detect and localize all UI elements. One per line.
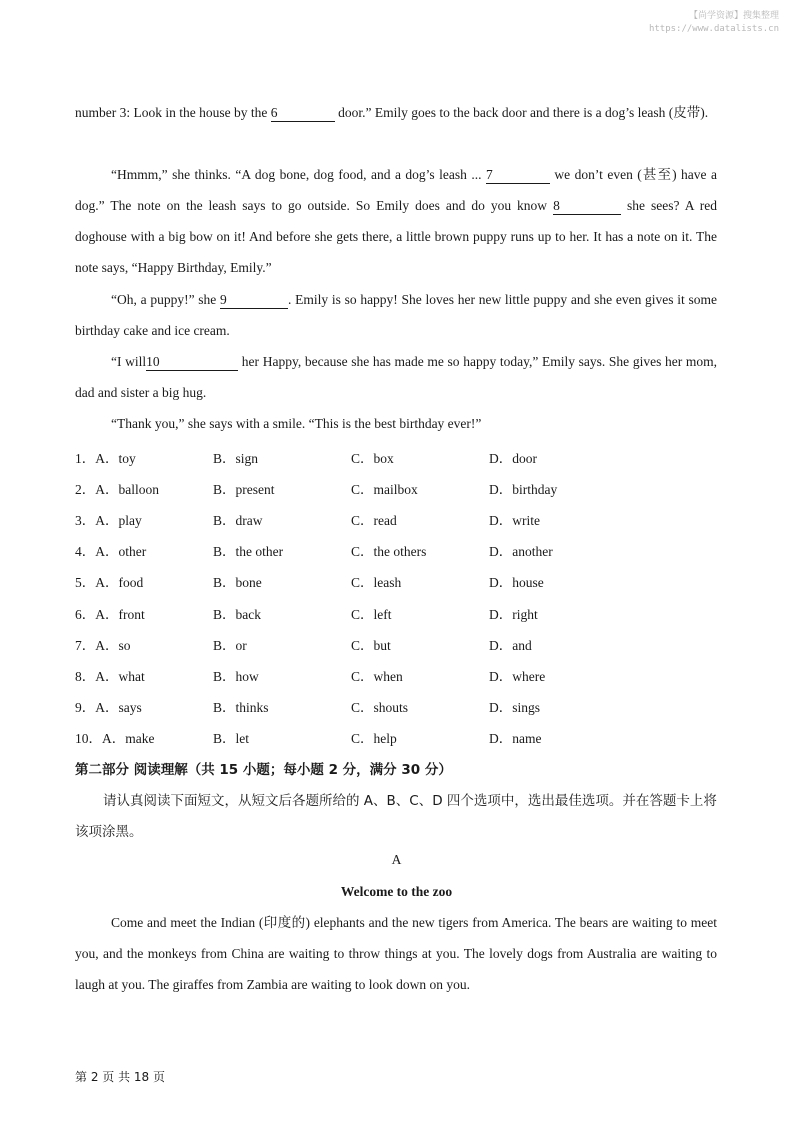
option-row [75,564,717,595]
option-d: D．right [489,606,538,622]
blank-7: 7 [486,167,550,184]
option-d: D．sings [489,699,541,715]
option-a: 7．A．so [75,637,131,653]
option-c: C．but [351,637,391,653]
passage-title: Welcome to the zoo [340,884,453,899]
option-a: 4．A．other [75,544,147,560]
option-d: D．name [489,730,542,746]
passage-label: A [391,852,402,867]
option-row [75,689,717,720]
option-row [75,596,717,627]
passage-paragraph-4: “I will10 her Happy, because she has made me so happy today,” Emily says. She gives her mom, dad and sister a big hug. [75,354,717,400]
option-b: B．thinks [213,699,269,715]
blank-8: 8 [553,198,621,215]
option-row [75,720,717,751]
option-d: D．house [489,575,544,591]
passage-paragraph-3: “Oh, a puppy!” she 9 . Emily is so happy! She loves her new little puppy and she even gives it some birthday cake and ice cream. [75,292,717,338]
option-c: C．shouts [351,699,409,715]
watermark [649,10,779,36]
option-row [75,627,717,658]
option-c: C．leash [351,575,402,591]
option-d: D．and [489,637,532,653]
option-a: 5．A．food [75,575,144,591]
option-a: 9．A．says [75,699,142,715]
option-row [75,440,717,471]
reading-passage-text: Come and meet the Indian (印度的) elephants and the new tigers from America. The bears are waiting to meet you, and the monkeys from China are waiting to throw things at you. The lovely dogs from Australia are waiting to laugh at you. The giraffes from Zambia are waiting to look down on you. [75,915,717,992]
option-c: C．box [351,451,394,466]
option-row [75,502,717,533]
option-d: D．birthday [489,482,558,498]
passage-paragraph-1: number 3: Look in the house by the 6 door.” Emily goes to the back door and there is a dog’s leash (皮带). [75,105,709,120]
option-b: B．how [213,668,259,684]
option-row [75,658,717,689]
option-a: 2．A．balloon [75,482,159,498]
option-c: C．the others [351,544,427,560]
option-row [75,471,717,502]
blank-9: 9 [220,292,288,309]
option-b: B．bone [213,575,262,591]
watermark-url: https://www.datalists.cn [648,24,779,34]
option-c: C．left [351,606,392,622]
option-c: C．mailbox [351,482,418,498]
option-row [75,533,717,564]
option-d: D．where [489,668,546,684]
option-b: B．present [213,482,275,498]
passage-paragraph-2: “Hmmm,” she thinks. “A dog bone, dog food, and a dog’s leash ... 7 we don’t even (甚至) have a dog.” The note on the leash says to go outside. So Emily does and do you know 8 she sees? A red doghouse with a big bow on it! And before she gets there, a little brown puppy runs up to her. It has a note on it. The note says, “Happy Birthday, Emily.” [75,167,718,275]
section-2-title: 第二部分 阅读理解（共 15 小题；每小题 2 分，满分 30 分） [75,762,452,778]
option-b: B．or [213,637,247,653]
option-b: B．draw [213,513,263,529]
option-c: C．read [351,513,397,529]
section-2-instruction: 请认真阅读下面短文，从短文后各题所给的 A、B、C、D 四个选项中，选出最佳选项。并在答题卡上将该项涂黑。 [75,793,717,840]
option-a: 8．A．what [75,668,145,684]
option-a: 6．A．front [75,606,145,622]
option-a: 3．A．play [75,513,142,529]
option-a: 10．A．make [75,730,155,746]
blank-6: 6 [271,105,335,122]
watermark-line-1: 【尚学资源】搜集整理 [688,11,779,21]
option-a: 1．A．toy [75,451,136,466]
option-d: D．another [489,544,553,560]
option-b: B．back [213,606,261,622]
option-d: D．door [489,451,537,466]
option-b: B．sign [213,451,259,466]
option-b: B．let [213,730,249,746]
option-c: C．help [351,730,397,746]
option-c: C．when [351,668,403,684]
option-d: D．write [489,513,540,529]
option-b: B．the other [213,544,284,560]
blank-10: 10 [146,354,238,371]
page-number: 第 2 页 共 18 页 [75,1070,165,1084]
passage-paragraph-5: “Thank you,” she says with a smile. “This is the best birthday ever!” [111,416,482,431]
